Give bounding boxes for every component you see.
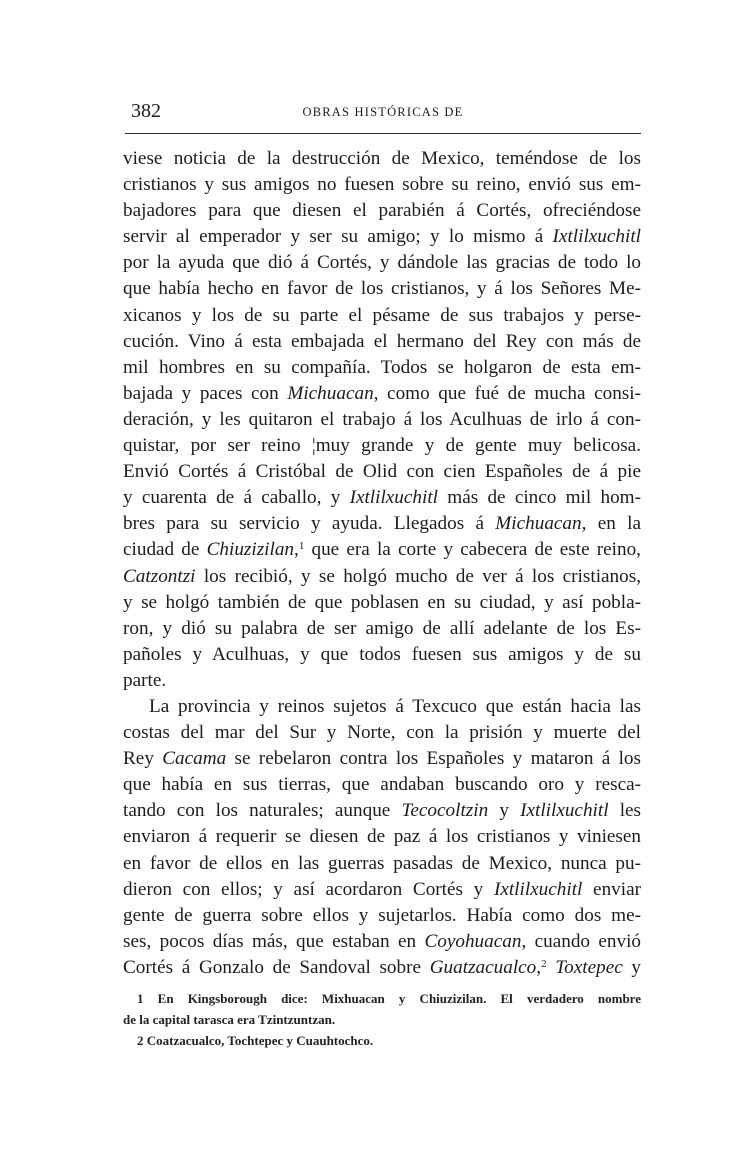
text-line bbox=[123, 198, 641, 224]
text-segment: , bbox=[294, 539, 299, 561]
text-segment: mil hombres en su compañía. Todos se holgaron de esta em- bbox=[123, 356, 641, 378]
italic-name: Catzontzi bbox=[123, 565, 196, 587]
text-segment: pañoles y Aculhuas, y que todos fuesen sus amigos y de su bbox=[123, 643, 641, 665]
text-line bbox=[123, 746, 641, 772]
text-segment: bajadores para que diesen el parabién á Cortés, ofreciéndose bbox=[123, 200, 641, 222]
text-line bbox=[123, 903, 641, 929]
italic-name: Ixtlilxuchitl bbox=[349, 487, 439, 509]
footnote-line: 2 Coatzacualco, Tochtepec y Cuauhtochco. bbox=[137, 1033, 374, 1048]
text-segment: más de cinco mil hom- bbox=[438, 487, 641, 509]
text-line bbox=[123, 146, 641, 172]
text-segment: que había hecho en favor de los cristianos, y á los Señores Me- bbox=[123, 278, 641, 300]
text-segment: bres para su servicio y ayuda. Llegados á bbox=[123, 513, 496, 535]
text-line bbox=[123, 668, 641, 694]
running-title: OBRAS HISTÓRICAS DE bbox=[302, 105, 464, 119]
text-segment: servir al emperador y ser su amigo; y lo mismo á bbox=[123, 226, 553, 248]
text-line bbox=[123, 642, 641, 668]
text-line bbox=[123, 407, 641, 433]
text-segment: Envió Cortés á Cristóbal de Olid con cien Españoles de á pie bbox=[123, 461, 641, 483]
footnote-marker: 2 bbox=[541, 957, 547, 970]
italic-name: Ixtlilxuchitl bbox=[552, 226, 641, 248]
text-segment: y bbox=[488, 800, 521, 822]
text-line bbox=[123, 720, 641, 746]
italic-name: Michuacan bbox=[495, 513, 582, 535]
text-line bbox=[123, 564, 641, 590]
italic-name: Coyohuacan bbox=[424, 930, 522, 952]
text-segment: que había en sus tierras, que andaban buscando oro y resca- bbox=[123, 774, 641, 796]
text-segment: viese noticia de la destrucción de Mexico, teméndose de los bbox=[123, 148, 641, 169]
text-line bbox=[123, 355, 641, 381]
body-text bbox=[123, 146, 641, 981]
italic-name: Chiuzizilan bbox=[206, 539, 295, 561]
text-segment: xicanos y los de su parte el pésame de sus trabajos y perse- bbox=[123, 304, 641, 326]
text-segment: , bbox=[536, 956, 542, 978]
text-segment: enviaron á requerir se diesen de paz á los cristianos y viniesen bbox=[123, 826, 641, 848]
text-segment: les bbox=[608, 800, 642, 822]
text-segment: dieron con ellos; y así acordaron Cortés y bbox=[123, 878, 494, 900]
text-line bbox=[123, 824, 641, 850]
text-line bbox=[123, 433, 641, 459]
text-segment: gente de guerra sobre ellos y sujetarlos. Había como dos me- bbox=[123, 904, 641, 926]
header-rule bbox=[125, 133, 641, 134]
text-segment: deración, y les quitaron el trabajo á los Aculhuas de irlo á con- bbox=[123, 408, 641, 430]
text-segment: los recibió, y se holgó mucho de ver á los cristianos, bbox=[195, 565, 641, 587]
text-line bbox=[123, 877, 641, 903]
text-segment: La provincia y reinos sujetos á Texcuco que están hacia las bbox=[149, 695, 641, 717]
page-number: 382 bbox=[131, 100, 161, 122]
text-segment: costas del mar del Sur y Norte, con la prisión y muerte del bbox=[123, 722, 641, 744]
text-segment: y cuarenta de á caballo, y bbox=[123, 487, 350, 509]
text-segment: cución. Vino á esta embajada el hermano del Rey con más de bbox=[123, 330, 641, 352]
text-segment: que era la corte y cabecera de este reino, bbox=[304, 539, 641, 561]
text-line bbox=[123, 851, 641, 877]
italic-name: Guatzacualco bbox=[429, 956, 537, 978]
italic-name: Ixtlilxuchitl bbox=[520, 800, 609, 822]
text-line bbox=[123, 459, 641, 485]
text-line bbox=[123, 485, 641, 511]
text-segment: , como que fué de mucha consi- bbox=[373, 382, 641, 404]
italic-name: Cacama bbox=[162, 748, 227, 770]
text-line bbox=[123, 798, 641, 824]
text-segment: y se holgó también de que poblasen en su ciudad, y así pobla- bbox=[123, 591, 641, 613]
text-line bbox=[123, 694, 641, 720]
text-segment: ron, y dió su palabra de ser amigo de allí adelante de los Es- bbox=[123, 617, 641, 639]
footnotes bbox=[123, 988, 641, 1051]
text-segment: enviar bbox=[582, 878, 641, 900]
text-line bbox=[123, 381, 641, 407]
footnote-marker: 1 bbox=[298, 540, 305, 553]
text-segment: Cortés á Gonzalo de Sandoval sobre bbox=[123, 956, 430, 978]
text-line bbox=[123, 590, 641, 616]
text-line bbox=[123, 772, 641, 798]
text-segment: quistar, por ser reino ¦muy grande y de gente muy belicosa. bbox=[123, 435, 641, 457]
text-segment: en favor de ellos en las guerras pasadas de Mexico, nunca pu- bbox=[123, 852, 641, 874]
text-line bbox=[123, 303, 641, 329]
text-segment: cristianos y sus amigos no fuesen sobre su reino, envió sus em- bbox=[123, 174, 641, 196]
text-line bbox=[123, 929, 641, 955]
text-line bbox=[123, 329, 641, 355]
text-line bbox=[123, 172, 641, 198]
text-segment: parte. bbox=[123, 669, 167, 691]
text-line bbox=[123, 276, 641, 302]
text-segment: , en la bbox=[581, 513, 641, 535]
page-header bbox=[125, 98, 641, 134]
text-segment: y bbox=[622, 956, 642, 978]
text-line bbox=[123, 224, 641, 250]
text-segment: bajada y paces con bbox=[123, 382, 288, 404]
text-segment: por la ayuda que dió á Cortés, y dándole las gracias de todo lo bbox=[123, 252, 641, 274]
text-line bbox=[123, 511, 641, 537]
text-segment: tando con los naturales; aunque bbox=[123, 800, 402, 822]
text-segment: ses, pocos días más, que estaban en bbox=[123, 930, 425, 952]
text-line bbox=[123, 955, 641, 981]
text-line bbox=[123, 250, 641, 276]
text-segment: , cuando envió bbox=[521, 930, 641, 952]
text-segment: ciudad de bbox=[123, 539, 207, 561]
italic-name: Ixtlilxuchitl bbox=[493, 878, 583, 900]
italic-name: Tecocoltzin bbox=[401, 800, 489, 822]
footnote-line: 1 En Kingsborough dice: Mixhuacan y Chiuzizilan. El verdadero nombre bbox=[137, 991, 641, 1006]
text-segment: se rebelaron contra los Españoles y mataron á los bbox=[226, 748, 641, 770]
text-segment bbox=[547, 957, 556, 978]
italic-name: Michuacan bbox=[287, 382, 374, 404]
italic-name: Toxtepec bbox=[555, 956, 623, 978]
text-line bbox=[123, 616, 641, 642]
footnote-line: de la capital tarasca era Tzintzuntzan. bbox=[123, 1012, 336, 1027]
text-segment: Rey bbox=[123, 748, 163, 770]
text-line bbox=[123, 537, 641, 563]
